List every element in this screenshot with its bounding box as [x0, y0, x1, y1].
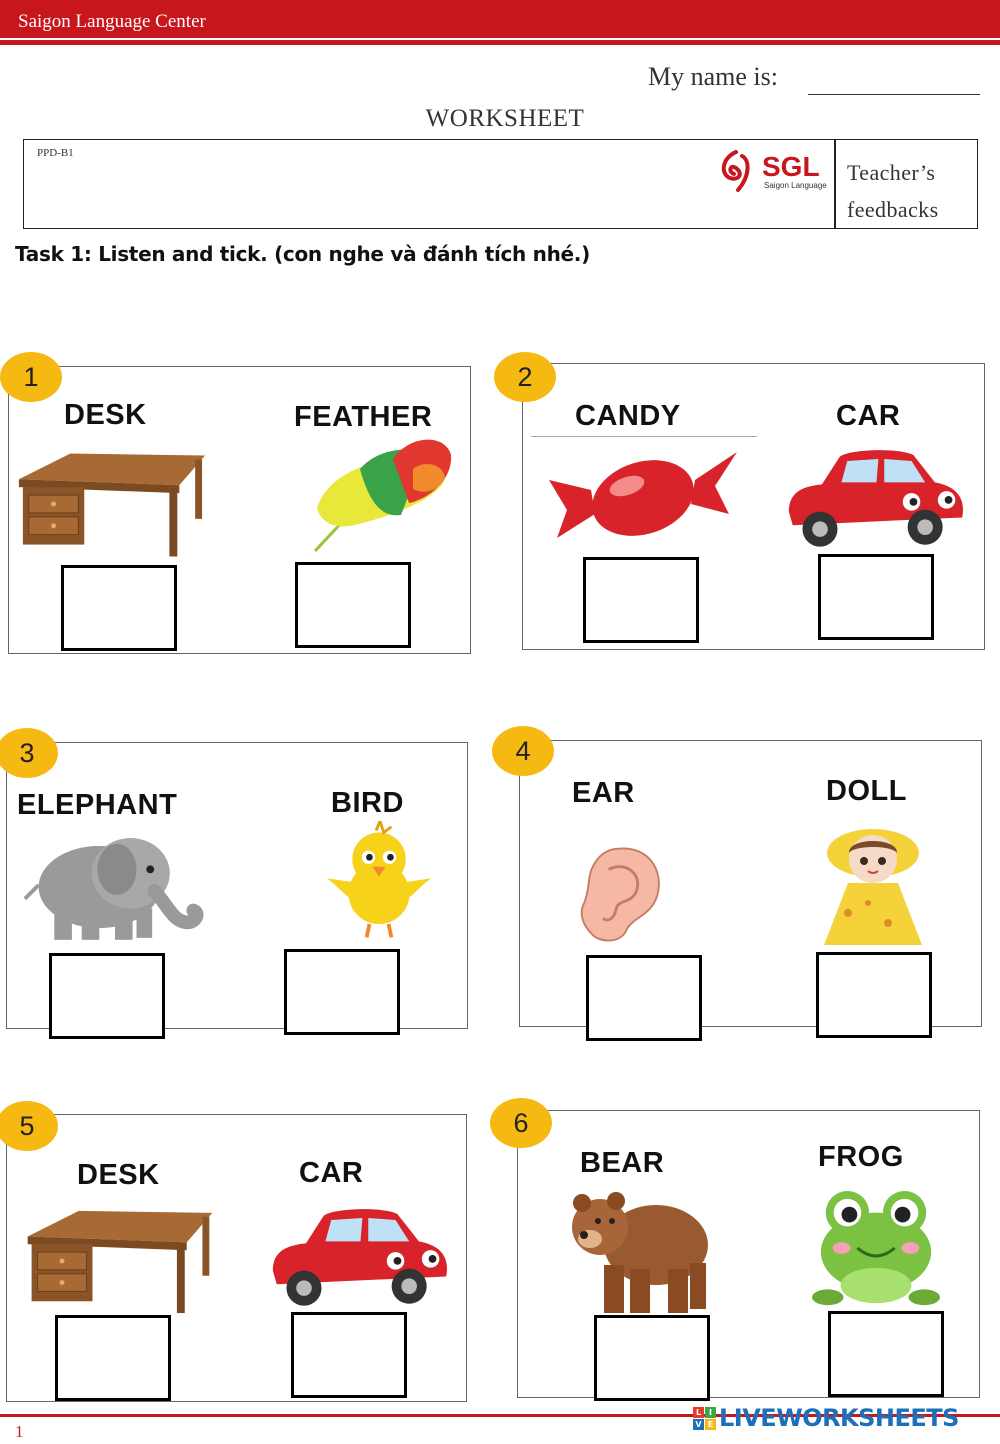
left-word: ELEPHANT — [17, 789, 178, 821]
card-2 — [522, 363, 985, 650]
banner-underline — [0, 40, 1000, 45]
liveworksheets-watermark — [693, 1404, 959, 1432]
left-word: CANDY — [575, 400, 681, 432]
page-number: 1 — [15, 1422, 24, 1441]
tick-box-left[interactable] — [594, 1315, 710, 1401]
worksheet-title: WORKSHEET — [425, 105, 585, 132]
number-badge: 2 — [494, 352, 556, 402]
watermark-text: LIVEWORKSHEETS — [719, 1404, 959, 1432]
tick-box-left[interactable] — [49, 953, 165, 1039]
number-badge: 3 — [0, 728, 58, 778]
tick-box-left[interactable] — [61, 565, 177, 651]
left-word: EAR — [572, 777, 635, 809]
tick-box-left[interactable] — [55, 1315, 171, 1401]
ear-icon — [570, 841, 666, 945]
desk-icon — [11, 449, 209, 559]
card-3 — [6, 742, 468, 1029]
name-field[interactable] — [808, 94, 980, 95]
tick-box-right[interactable] — [828, 1311, 944, 1397]
tick-box-right[interactable] — [818, 554, 934, 640]
header-divider — [834, 140, 836, 228]
name-label: My name is: — [648, 62, 778, 91]
left-word: DESK — [77, 1159, 160, 1191]
number-badge: 6 — [490, 1098, 552, 1148]
card-4 — [519, 740, 982, 1027]
car-icon — [783, 442, 968, 552]
number-badge: 1 — [0, 352, 62, 402]
frog-icon — [812, 1187, 940, 1315]
worksheet-code: PPD-B1 — [37, 147, 74, 159]
right-word: BIRD — [331, 787, 404, 819]
number-badge: 4 — [492, 726, 554, 776]
liveworksheets-logo-icon: L I V E — [693, 1407, 716, 1430]
left-word: DESK — [64, 399, 147, 431]
desk-icon — [19, 1207, 217, 1315]
center-name: Saigon Language Center — [18, 11, 206, 32]
left-word: BEAR — [580, 1147, 665, 1179]
car-icon — [267, 1201, 452, 1311]
card-5 — [6, 1114, 467, 1402]
tick-box-left[interactable] — [583, 557, 699, 643]
right-word: CAR — [299, 1157, 364, 1189]
underline-divider — [531, 436, 757, 437]
svg-text:SGL: SGL — [762, 151, 820, 182]
doll-icon — [790, 813, 956, 953]
number-badge: 5 — [0, 1101, 58, 1151]
svg-text:Saigon Language: Saigon Language — [764, 181, 827, 190]
tick-box-right[interactable] — [295, 562, 411, 648]
tick-box-right[interactable] — [284, 949, 400, 1035]
elephant-icon — [21, 825, 207, 945]
bear-icon — [564, 1189, 714, 1319]
tick-box-right[interactable] — [291, 1312, 407, 1398]
right-word: FEATHER — [294, 401, 433, 433]
info-box — [23, 139, 978, 229]
task-instruction: Task 1: Listen and tick. (con nghe và đánh tích nhé.) — [15, 242, 590, 266]
right-word: FROG — [818, 1141, 904, 1173]
teacher-feedback-label: Teacher’s feedbacks — [847, 160, 939, 222]
bird-icon — [317, 821, 441, 945]
tick-box-right[interactable] — [816, 952, 932, 1038]
right-word: CAR — [836, 400, 901, 432]
header-banner — [0, 0, 1000, 38]
candy-icon — [543, 440, 743, 550]
sgl-logo — [720, 146, 830, 196]
tick-box-left[interactable] — [586, 955, 702, 1041]
right-word: DOLL — [826, 775, 907, 807]
card-6 — [517, 1110, 980, 1398]
card-1 — [8, 366, 471, 654]
feather-icon — [305, 429, 455, 559]
